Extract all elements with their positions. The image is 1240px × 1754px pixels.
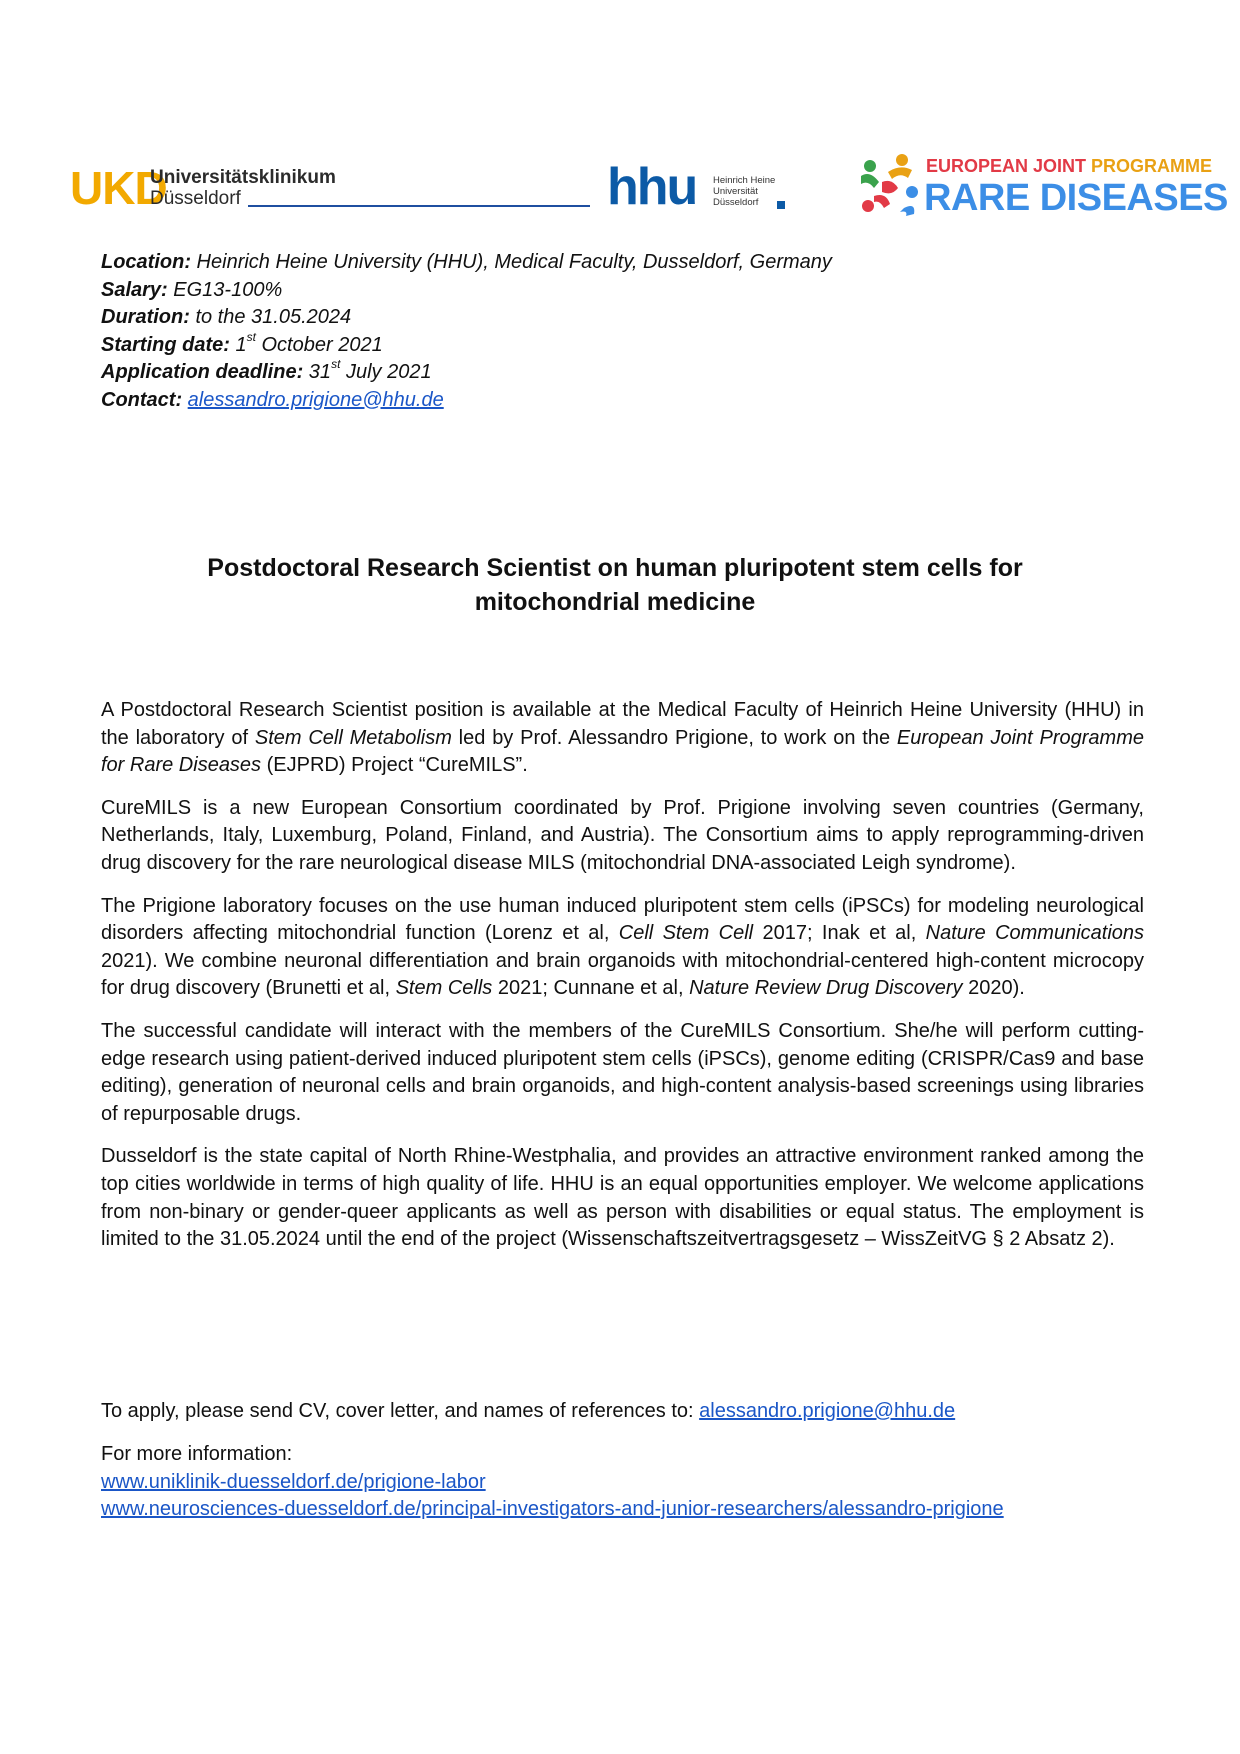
detail-location-label: Location: [101,251,191,273]
detail-start-day: 1 [229,333,247,356]
ukd-logo-mark: UKD [70,162,167,214]
ejprd-logo-title-a: EUROPEAN JOINT [926,156,1087,176]
page-title-line1: Postdoctoral Research Scientist on human pluripotent stem cells for [207,554,1023,582]
p1-b: Stem Cell Metabolism [254,726,452,749]
p1-d: European Joint Programme for Rare Diseases [101,726,1144,777]
detail-contact [101,387,1151,415]
p3-h: Nature Review Drug Discovery [689,977,963,1000]
ukd-logo-line2: Düsseldorf [150,188,241,209]
detail-start-sup: st [246,329,256,344]
p3-b: Cell Stem Cell [618,922,754,945]
apply-line [101,1398,1144,1426]
ukd-logo [70,162,590,215]
job-details [101,249,1151,414]
p3-i: 2020). [962,977,1025,1000]
apply-text: To apply, please send CV, cover letter, and names of references to: [101,1400,700,1422]
neurosciences-profile-link[interactable]: www.neurosciences-duesseldorf.de/principal-investigators-and-junior-researchers/alessandro-prigione [101,1498,1004,1521]
p1-c: led by Prof. Alessandro Prigione, to work on the [451,726,897,749]
hhu-logo-dot [777,201,785,209]
ejprd-people-icon [858,152,920,218]
p1-a: A Postdoctoral Research Scientist position is available at the Medical Faculty of Heinrich Heine University (HHU) in the laboratory of [101,699,1144,749]
ejprd-logo [858,152,1228,222]
ukd-logo-text [150,167,336,209]
page-title-line2: mitochondrial medicine [474,588,756,616]
hhu-logo-line3: Düsseldorf [713,197,759,208]
p3-f: Stem Cells [395,977,493,1000]
detail-deadline-sup: st [331,357,341,372]
ejprd-logo-title-b: PROGRAMME [1091,156,1213,176]
hhu-logo-text [713,175,775,208]
contact-email-link[interactable]: alessandro.prigione@hhu.de [187,388,444,411]
detail-contact-label: Contact: [101,388,183,411]
p1-e: (EJPRD) Project “CureMILS”. [261,754,528,777]
ukd-logo-rule [248,205,590,207]
ejprd-logo-title [926,156,1212,176]
body-text [101,697,1144,1269]
detail-duration [101,304,1151,332]
detail-duration-value: to the 31.05.2024 [189,306,352,328]
lab-website-link[interactable]: www.uniklinik-duesseldorf.de/prigione-labor [101,1470,486,1493]
more-info-label: For more information: [101,1443,293,1465]
paragraph-intro [101,697,1144,780]
detail-deadline-label: Application deadline: [101,361,304,383]
p3-e: 2021). We combine neuronal differentiation and brain organoids with mitochondrial-centered high-content microcopy for drug discovery (Brunetti et al, [101,949,1144,1000]
page-title [140,551,1090,619]
detail-salary-label: Salary: [101,278,168,301]
paragraph-candidate: The successful candidate will interact with the members of the CureMILS Consortium. She/he will perform cutting-edge research using patient-derived induced pluripotent stem cells (iPSCs), genome editing (CRISPR/Cas9 and base editing), generation of neuronal cells and brain organoids, and high-content analysis-based screenings using libraries of repurposable drugs. [101,1019,1144,1125]
detail-deadline [101,359,1151,387]
paragraph-location: Dusseldorf is the state capital of North Rhine-Westphalia, and provides an attractive environment ranked among the top cities worldwide in terms of high quality of life. HHU is an equal opportunities employer. We welcome applications from non-binary or gender-queer applicants as well as person with disabilities or equal status. The employment is limited to the 31.05.2024 until the end of the project (Wissenschaftszeitvertragsgesetz – WissZeitVG § 2 Absatz 2). [101,1145,1144,1251]
p3-c: 2017; Inak et al, [753,922,926,945]
detail-start-label: Starting date: [101,333,230,356]
detail-start [101,329,1151,360]
hhu-logo [607,158,787,217]
p3-d: Nature Communications [925,922,1145,945]
paragraph-laboratory [101,893,1144,1003]
hhu-logo-mark: hhu [607,158,697,216]
more-info [101,1441,1144,1524]
hhu-logo-line2: Universität [713,186,758,197]
p3-g: 2021; Cunnane et al, [492,977,690,1000]
paragraph-consortium: CureMILS is a new European Consortium coordinated by Prof. Prigione involving seven countries (Germany, Netherlands, Italy, Luxemburg, Poland, Finland, and Austria). The Consortium aims to apply reprogramming-driven drug discovery for the rare neurological disease MILS (mitochondrial DNA-associated Leigh syndrome). [101,796,1144,874]
detail-duration-label: Duration: [101,306,190,328]
detail-deadline-rest: July 2021 [340,361,432,383]
apply-email-link[interactable]: alessandro.prigione@hhu.de [699,1400,956,1422]
p3-a: The Prigione laboratory focuses on the use human induced pluripotent stem cells (iPSCs) for modeling neurological disorders affecting mitochondrial function (Lorenz et al, [101,894,1144,945]
hhu-logo-line1: Heinrich Heine [713,175,776,186]
ejprd-logo-subtitle: RARE DISEASES [924,177,1228,219]
detail-location-value: Heinrich Heine University (HHU), Medical Faculty, Dusseldorf, Germany [191,251,832,273]
detail-start-rest: October 2021 [255,333,383,356]
ukd-logo-line1: Universitätsklinikum [150,167,336,188]
detail-deadline-day: 31 [303,361,332,383]
detail-salary [101,277,1151,305]
detail-location [101,249,1151,277]
detail-salary-value: EG13-100% [167,278,283,301]
